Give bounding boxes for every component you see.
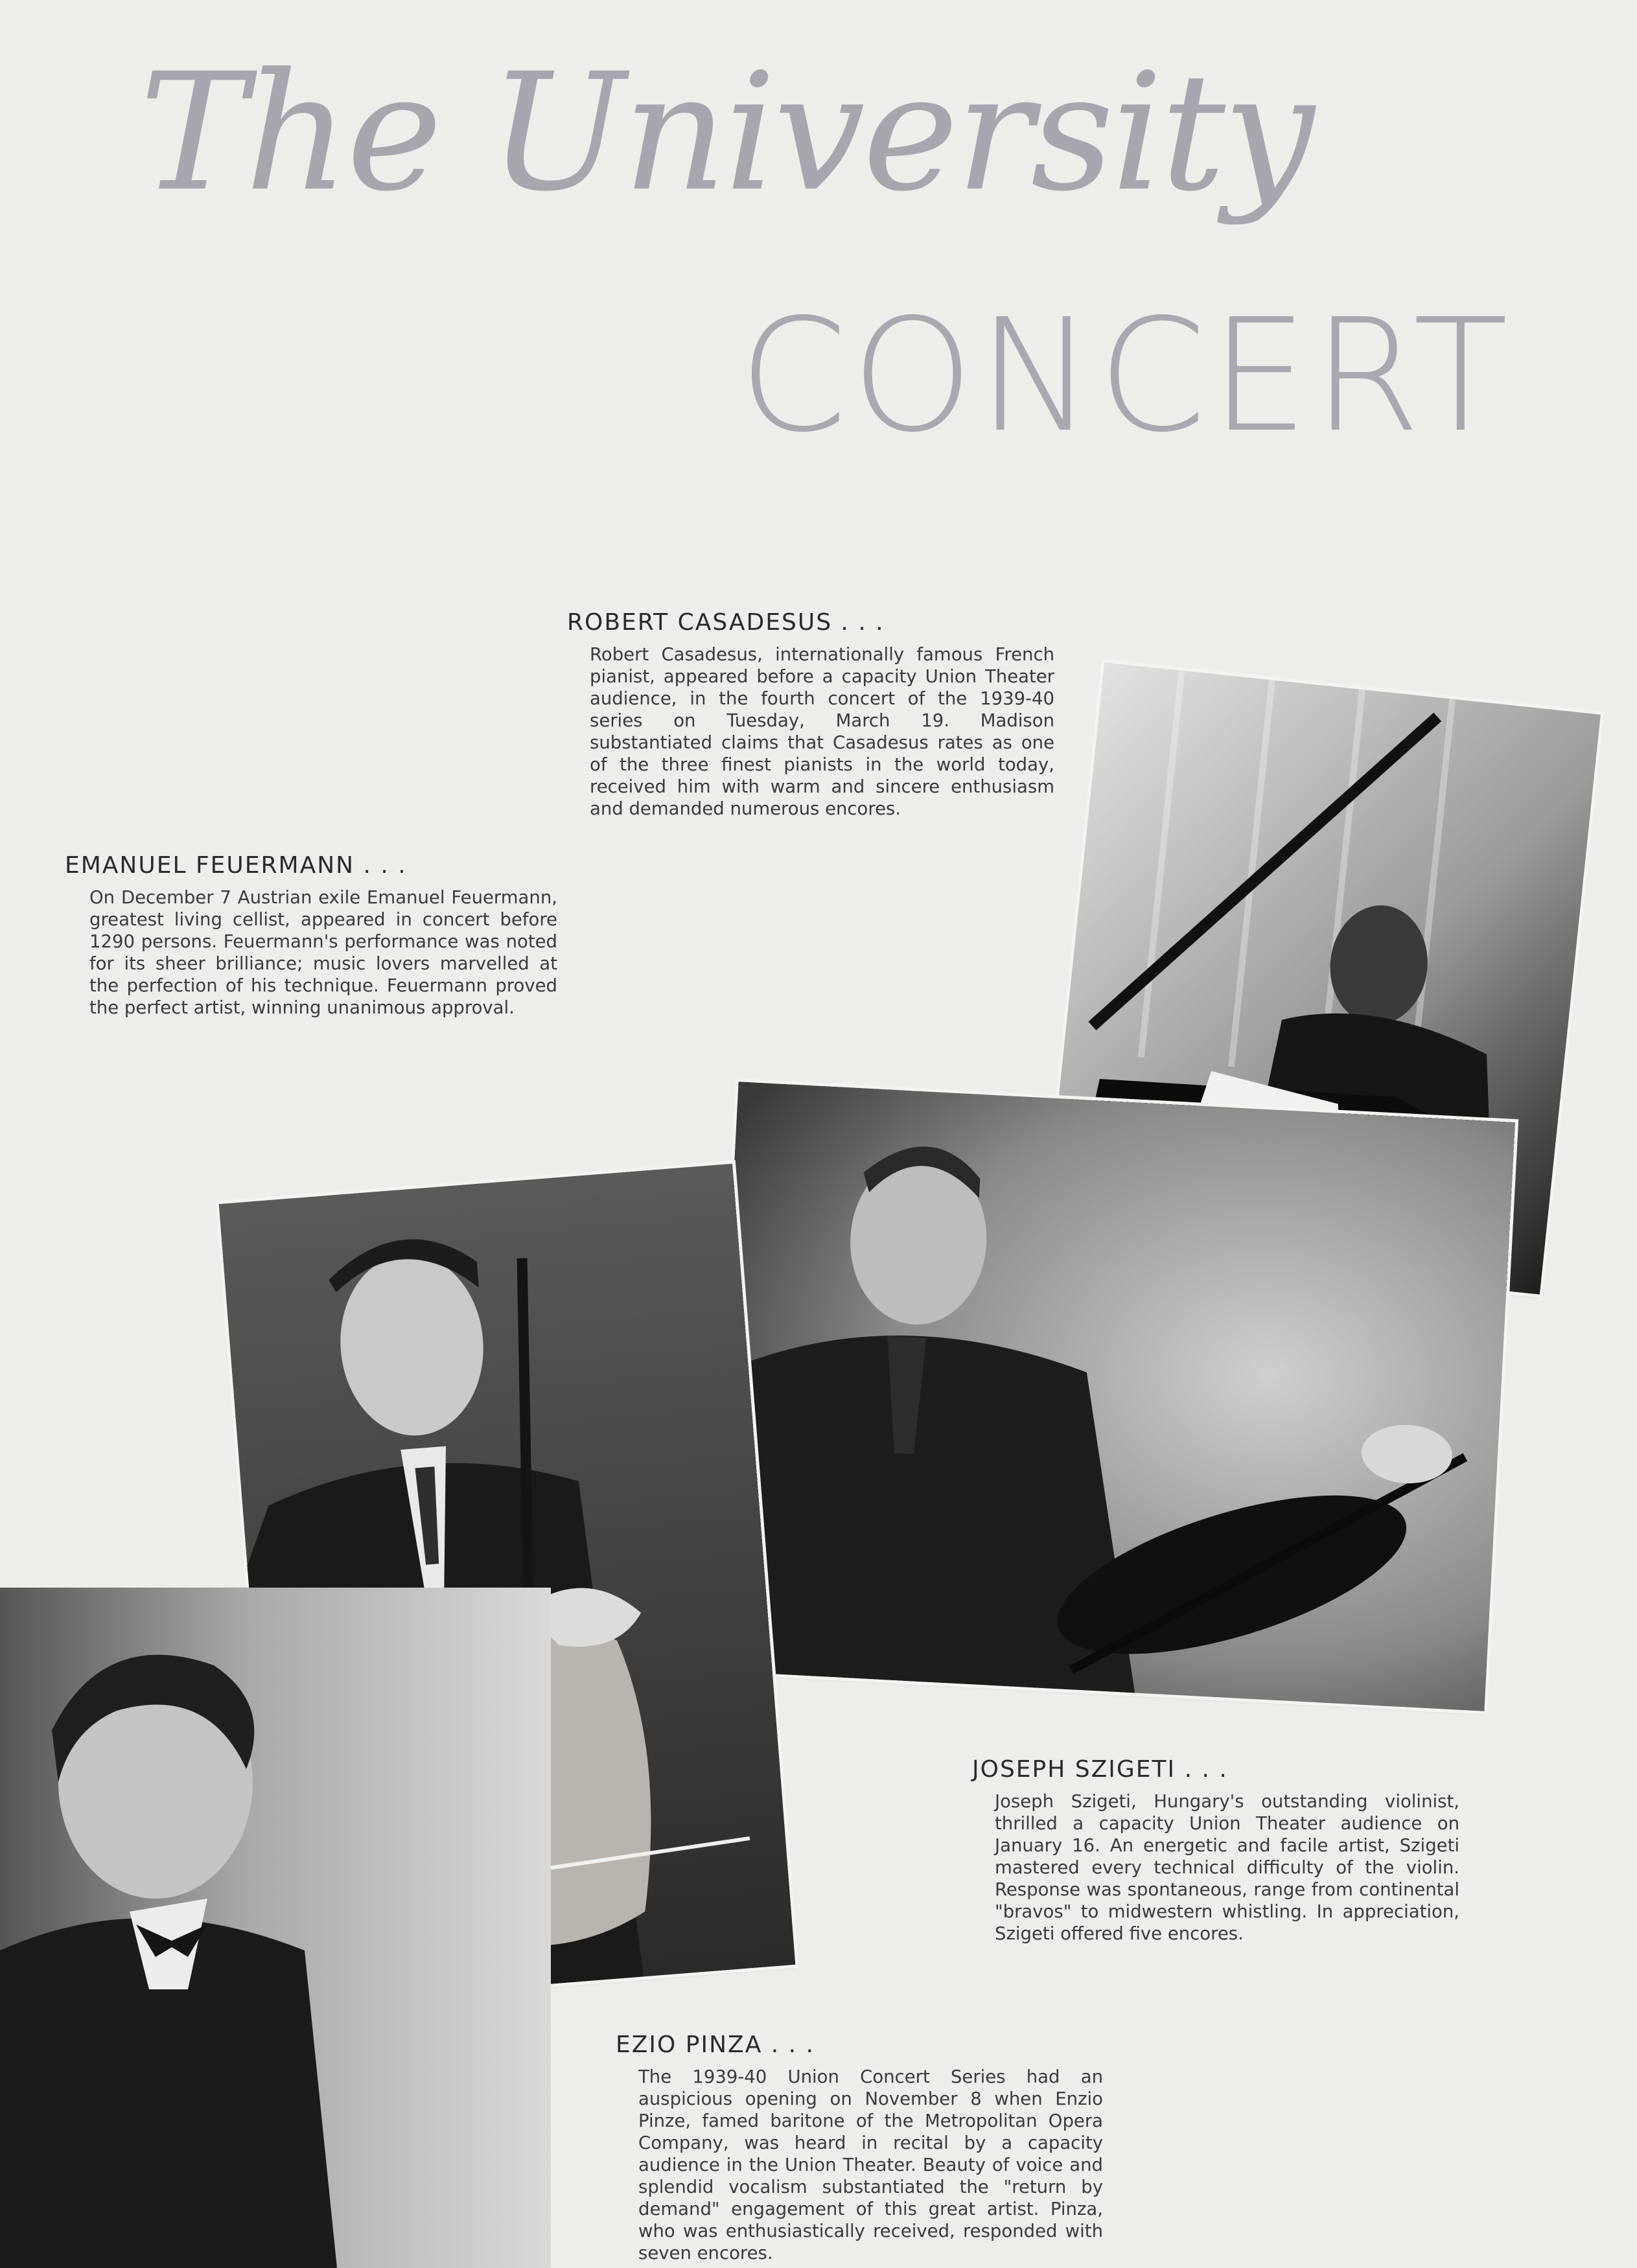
szigeti-caption: [972, 1756, 1459, 1945]
pinza-caption: [616, 2031, 1103, 2264]
concert-title: CONCERT: [739, 285, 1513, 467]
pinza-photo: [0, 1588, 551, 2268]
script-title: The University: [139, 38, 1312, 227]
pinza-body: The 1939-40 Union Concert Series had an auspicious opening on November 8 when Enzio Pinze, famed baritone of the Metropolitan Opera Company, was heard in recital by a capacity audience in the Union Theater. Beauty of voice and splendid vocalism substantiated the "return by demand" engagement of this great artist. Pinza, who was enthusiastically received, responded with seven encores.: [638, 2066, 1103, 2263]
casadesus-name: ROBERT CASADESUS . . .: [567, 609, 885, 636]
feuermann-name: EMANUEL FEUERMANN . . .: [65, 852, 407, 879]
feuermann-body: On December 7 Austrian exile Emanuel Feuermann, greatest living cellist, appeared in concert before 1290 persons. Feuermann's performance was noted for its sheer brilliance; music lovers marvelled at the perfection of his technique. Feuermann proved the perfect artist, winning unanimous approval.: [89, 887, 557, 1018]
szigeti-name: JOSEPH SZIGETI . . .: [972, 1756, 1228, 1783]
szigeti-photo: [708, 1082, 1515, 1711]
feuermann-caption: [65, 852, 557, 1019]
casadesus-body: Robert Casadesus, internationally famous French pianist, appeared before a capacity Union Theater audience, in the fourth concert of the 1939-40 series on Tuesday, March 19. Madison substantiated claims that Casadesus rates as one of the three finest pianists in the world today, received him with warm and sincere enthusiasm and demanded numerous encores.: [590, 644, 1054, 819]
szigeti-body: Joseph Szigeti, Hungary's outstanding violinist, thrilled a capacity Union Theater audience on January 16. An energetic and facile artist, Szigeti mastered every technical difficulty of the violin. Response was spontaneous, range from continental "bravos" to midwestern whistling. In appreciation, Szigeti offered five encores.: [995, 1791, 1459, 1944]
pinza-name: EZIO PINZA . . .: [616, 2031, 815, 2058]
casadesus-caption: [567, 609, 1054, 820]
